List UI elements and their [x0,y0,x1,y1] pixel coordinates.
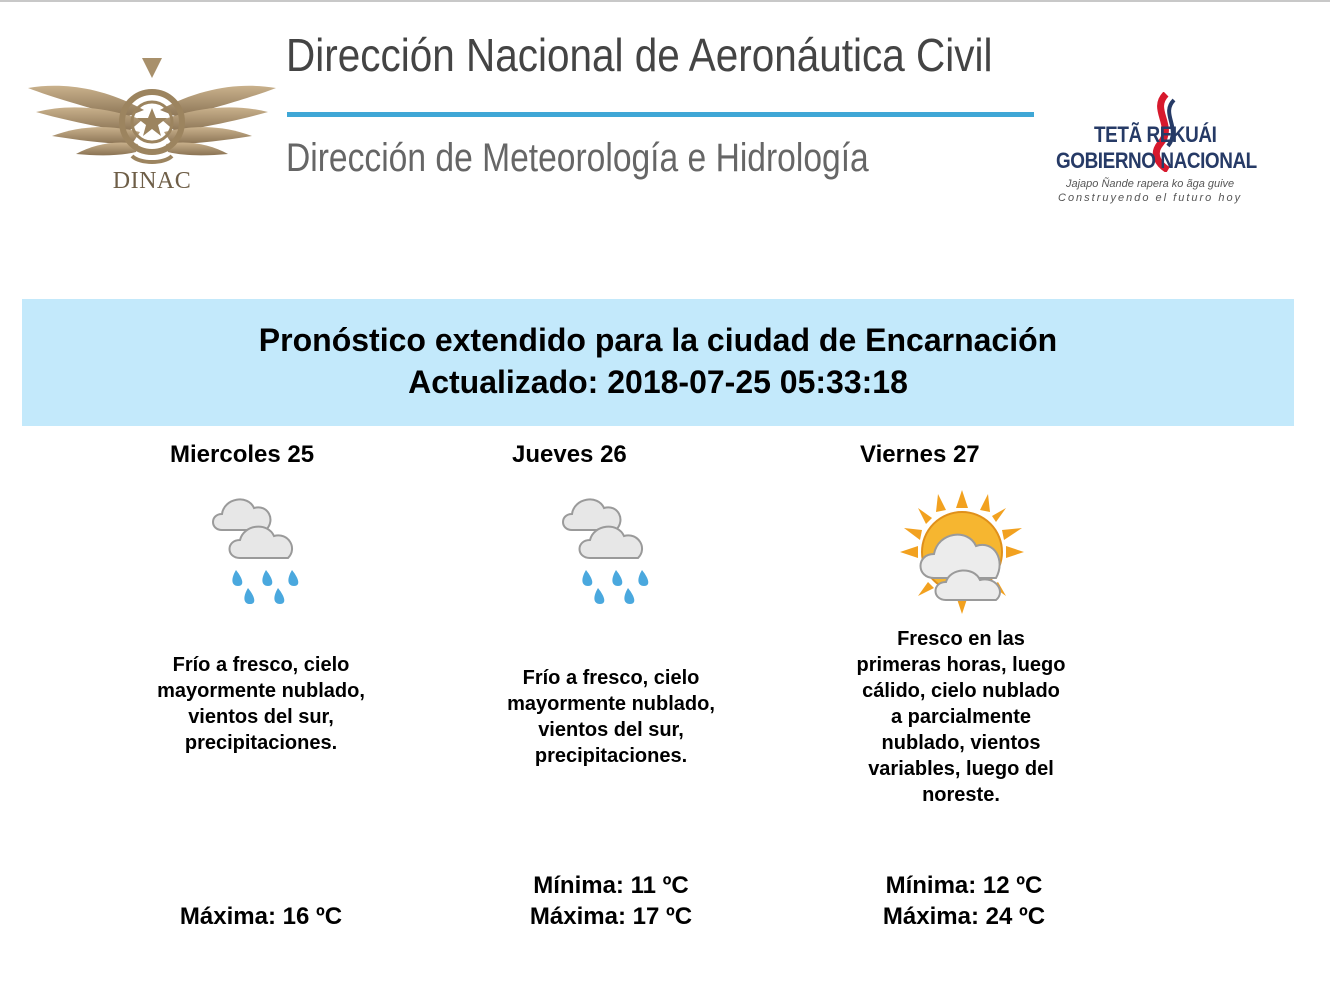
maximum-temperature: Máxima: 17 ºC [529,903,693,930]
day-name: Jueves 26 [512,441,627,468]
dinac-logo-text: DINAC [112,168,192,194]
forecast-title-box [22,299,1294,426]
forecast-temperatures [131,870,391,932]
maximum-temperature: Máxima: 24 ºC [882,903,1046,930]
rain-cloud-icon [196,484,326,614]
gov-tagline-guarani: Jajapo Ñande rapera ko ãga guive [1066,178,1235,190]
forecast-temperatures [481,870,741,932]
forecast-day-2 [512,440,752,470]
rain-cloud-icon [546,484,676,614]
gov-tagline-spanish: Construyendo el futuro hoy [1058,192,1243,204]
day-name: Miercoles 25 [170,441,315,468]
forecast-description: Frío a fresco, cielo mayormente nublado, vientos del sur, precipitaciones. [157,654,365,754]
minimum-temperature [131,870,391,901]
maximum-temperature: Máxima: 16 ºC [179,903,343,930]
header-banner [0,0,1330,240]
forecast-day-3 [860,440,1100,470]
page-title: Pronóstico extendido para la ciudad de Encarnación [258,322,1058,358]
minimum-temperature: Mínima: 11 ºC [533,872,689,899]
forecast-temperatures [834,870,1094,932]
banner-divider [287,112,1034,117]
minimum-temperature: Mínima: 12 ºC [885,872,1043,899]
gov-logo-line2: GOBIERNO NACIONAL [1056,148,1257,173]
gobierno-nacional-logo [1054,92,1280,208]
day-name: Viernes 27 [860,441,980,468]
organization-subtitle: Dirección de Meteorología e Hidrología [286,136,869,180]
forecast-description: Fresco en las primeras horas, luego cálido, cielo nublado a parcialmente nublado, vientos variables, luego del noreste. [856,628,1066,806]
organization-title: Dirección Nacional de Aeronáutica Civil [286,29,993,81]
forecast-description: Frío a fresco, cielo mayormente nublado, vientos del sur, precipitaciones. [507,667,715,767]
gov-logo-line1: TETÃ REKUÁI [1094,122,1217,147]
sun-behind-cloud-icon [898,488,1028,618]
forecast-day-1 [170,440,410,470]
updated-timestamp: Actualizado: 2018-07-25 05:33:18 [408,364,908,400]
